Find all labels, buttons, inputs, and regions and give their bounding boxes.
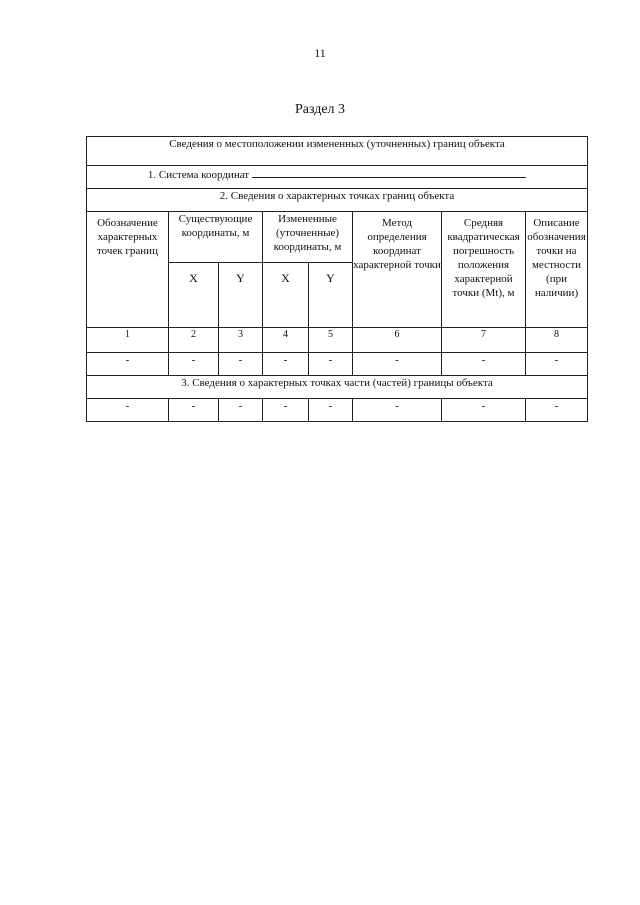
header-method: Метод определения координат характерной точки [353, 212, 442, 328]
page-number: 11 [314, 46, 326, 60]
column-numbers-row [87, 328, 588, 353]
table-cell: - [263, 353, 309, 376]
header-changed-y: Y [309, 263, 353, 328]
header-changed-coordinates: Измененные (уточненные) координаты, м [263, 212, 353, 263]
table-cell: - [87, 399, 169, 422]
column-number: 1 [87, 328, 169, 353]
column-number: 5 [309, 328, 353, 353]
table-cell: - [87, 353, 169, 376]
table-title: Сведения о местоположении измененных (уточненных) границ объекта [87, 137, 588, 166]
table-cell: - [309, 399, 353, 422]
section3-label: 3. Сведения о характерных точках части (частей) границы объекта [87, 376, 588, 399]
table-row [87, 353, 588, 376]
section-title: Раздел 3 [294, 102, 346, 117]
table-cell: - [263, 399, 309, 422]
table-cell: - [169, 353, 219, 376]
table-cell: - [219, 399, 263, 422]
table-row [87, 399, 588, 422]
header-existing-y: Y [219, 263, 263, 328]
coordinate-system-blank [252, 166, 526, 178]
column-number: 6 [353, 328, 442, 353]
table-cell: - [353, 353, 442, 376]
column-number: 8 [526, 328, 588, 353]
coordinate-system-row [87, 166, 588, 189]
table-cell: - [219, 353, 263, 376]
table-cell: - [442, 399, 526, 422]
section2-label: 2. Сведения о характерных точках границ объекта [87, 189, 588, 212]
header-existing-coordinates: Существующие координаты, м [169, 212, 263, 263]
boundary-table [86, 136, 588, 422]
header-mean-square-error: Средняя квадратическая погрешность положения характерной точки (Mt), м [442, 212, 526, 328]
table-cell: - [169, 399, 219, 422]
header-point-designation: Обозначение характерных точек границ [87, 212, 169, 328]
table-cell: - [526, 353, 588, 376]
table-cell: - [353, 399, 442, 422]
header-changed-x: X [263, 263, 309, 328]
column-number: 4 [263, 328, 309, 353]
column-number: 7 [442, 328, 526, 353]
coordinate-system-label: 1. Система координат [147, 169, 250, 181]
table-cell: - [309, 353, 353, 376]
table-cell: - [526, 399, 588, 422]
table-cell: - [442, 353, 526, 376]
header-existing-x: X [169, 263, 219, 328]
column-number: 3 [219, 328, 263, 353]
column-number: 2 [169, 328, 219, 353]
header-point-description: Описание обозначения точки на местности (при наличии) [526, 212, 588, 328]
